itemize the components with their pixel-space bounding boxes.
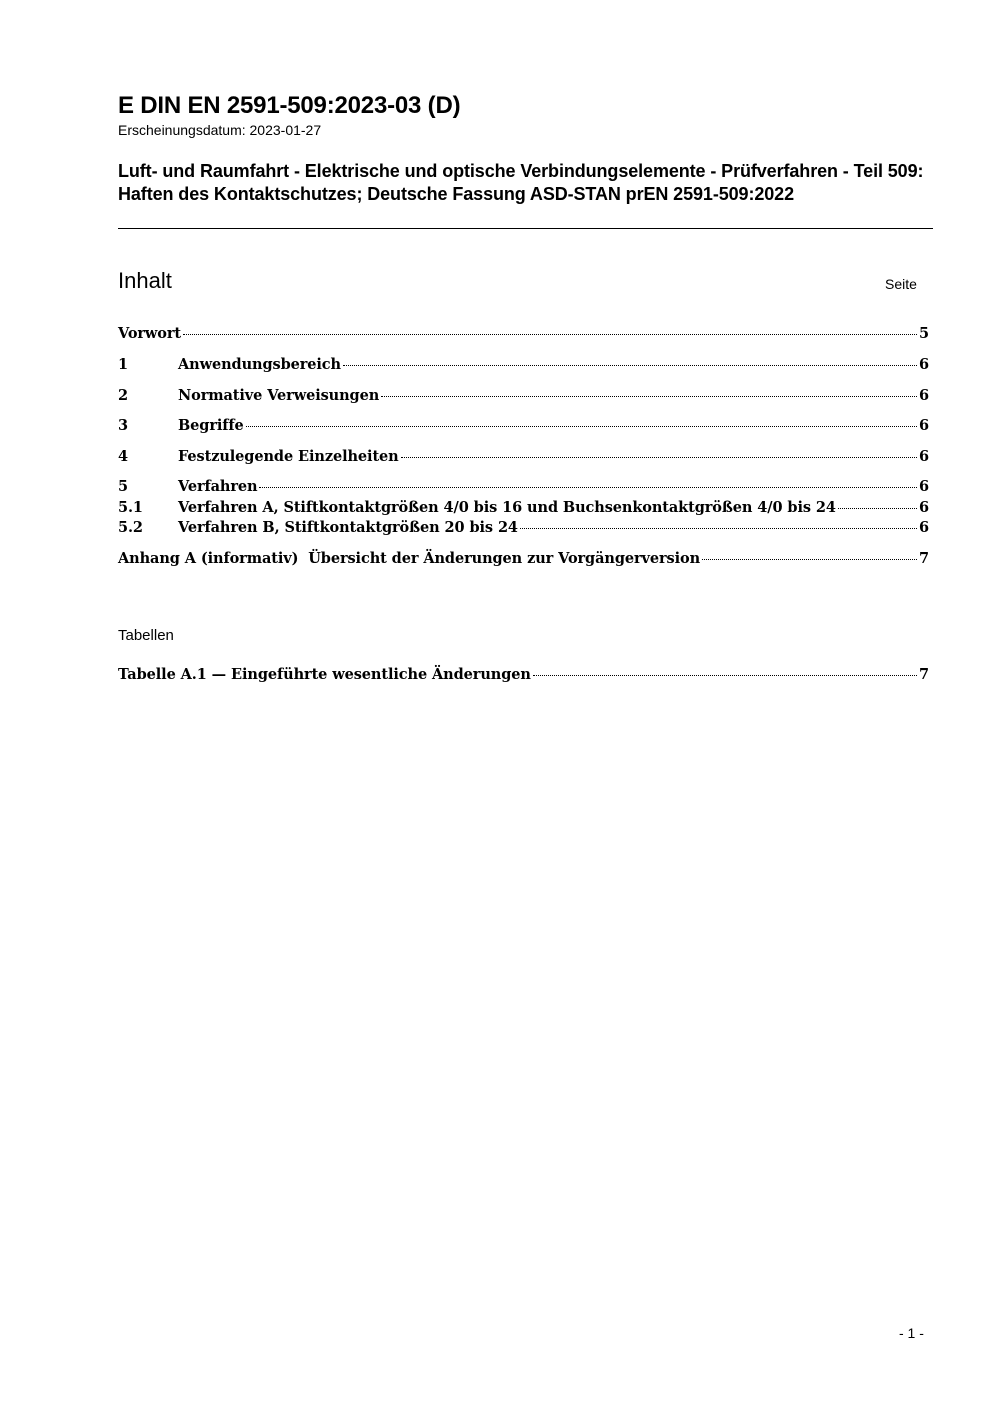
toc-entry-3[interactable] [118,417,929,435]
page-column-label: Seite [885,276,917,292]
toc-leader [381,396,917,397]
document-subtitle: Luft- und Raumfahrt - Elektrische und optische Verbindungselemente - Prüfverfahren - Teil 509: Haften des Kontaktschutzes; Deutsche Fassung ASD-STAN prEN 2591-509:2022 [118,161,924,204]
toc-entry-page: 7 [919,550,929,567]
toc-leader [246,426,917,427]
toc-entry-page: 6 [919,356,929,373]
toc-entry-label: Vorwort [118,325,182,342]
toc-leader [520,528,917,529]
toc-entry-number: 1 [118,356,128,373]
table-entry-label: Tabelle A.1 — Eingeführte wesentliche Änderungen [118,666,531,683]
title-divider [118,228,933,229]
toc-heading: Inhalt [118,268,172,293]
toc-entry-page: 6 [919,448,929,465]
toc-entry-label: Verfahren A, Stiftkontaktgrößen 4/0 bis 16 und Buchsenkontaktgrößen 4/0 bis 24 [178,499,836,516]
toc-entry-5[interactable] [118,478,929,496]
toc-entry-number: 2 [118,387,128,404]
page-number: - 1 - [899,1325,924,1341]
toc-entry-4[interactable] [118,448,929,466]
toc-entry-number: 5.2 [118,519,143,536]
toc-leader [259,487,917,488]
toc-entry-1[interactable] [118,356,929,374]
tables-heading: Tabellen [118,627,174,644]
toc-entry-number: 4 [118,448,128,465]
toc-entry-2[interactable] [118,387,929,405]
toc-entry-annex-a[interactable] [118,550,929,568]
toc-entry-label: Begriffe [178,417,244,434]
toc-entry-number: 5.1 [118,499,143,516]
toc-leader [343,365,917,366]
toc-leader [401,457,917,458]
toc-leader [702,559,917,560]
toc-entry-number: 5 [118,478,128,495]
toc-entry-label: Anwendungsbereich [178,356,341,373]
toc-entry-page: 6 [919,519,929,536]
toc-entry-page: 5 [919,325,929,342]
toc-entry-5-2[interactable] [118,519,929,537]
toc-entry-page: 6 [919,417,929,434]
document-title: E DIN EN 2591-509:2023-03 (D) [118,92,461,119]
toc-entry-page: 6 [919,499,929,516]
toc-entry-label: Verfahren [178,478,258,495]
table-entry-page: 7 [919,666,929,683]
toc-leader [533,675,917,676]
table-entry-a-1[interactable] [118,666,929,684]
toc-entry-label: Normative Verweisungen [178,387,380,404]
publication-date: Erscheinungsdatum: 2023-01-27 [118,122,322,138]
toc-entry-label: Anhang A (informativ) Übersicht der Änderungen zur Vorgängerversion [118,550,701,567]
toc-entry-page: 6 [919,387,929,404]
toc-entry-number: 3 [118,417,128,434]
toc-entry-label: Verfahren B, Stiftkontaktgrößen 20 bis 24 [178,519,518,536]
toc-leader [183,334,917,335]
toc-entry-label: Festzulegende Einzelheiten [178,448,399,465]
toc-entry-5-1[interactable] [118,499,929,517]
toc-entry-page: 6 [919,478,929,495]
toc-entry-vorwort[interactable] [118,325,929,343]
toc-leader [838,508,917,509]
